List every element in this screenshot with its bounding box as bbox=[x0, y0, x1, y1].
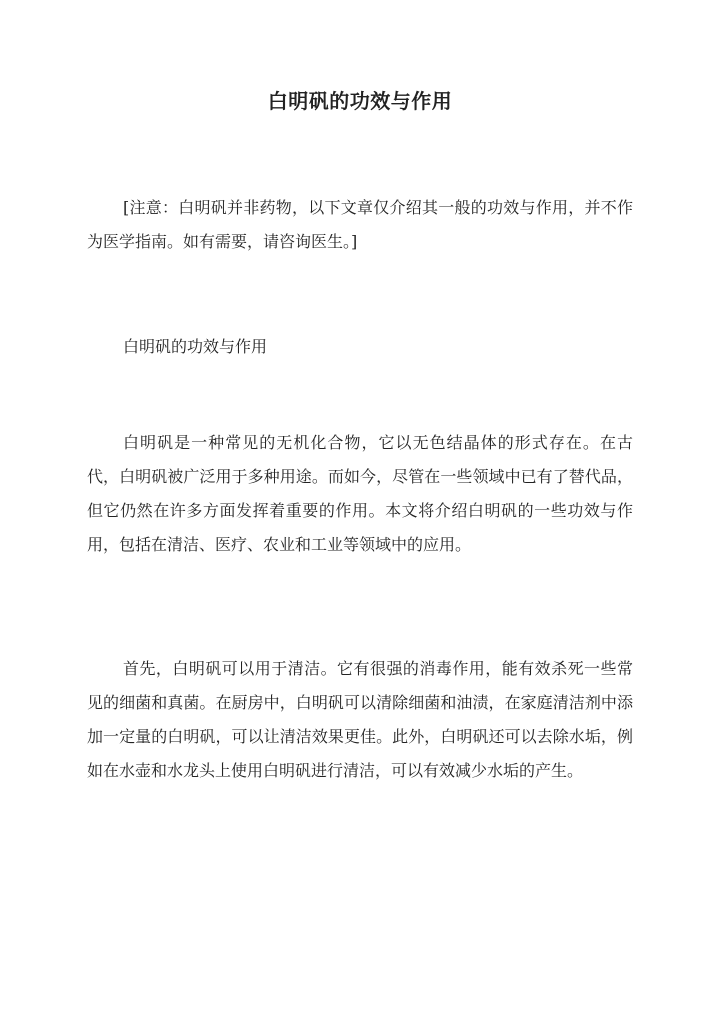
document-title: 白明矾的功效与作用 bbox=[267, 89, 453, 113]
section-heading: 白明矾的功效与作用 bbox=[123, 337, 268, 356]
intro-paragraph: 白明矾是一种常见的无机化合物，它以无色结晶体的形式存在。在古代，白明矾被广泛用于多种用途。而如今，尽管在一些领域中已有了替代品，但它仍然在许多方面发挥着重要的作用。本文将介绍白明矾的一些功效与作用，包括在清洁、医疗、农业和工业等领域中的应用。 bbox=[87, 433, 633, 554]
disclaimer-paragraph: [注意：白明矾并非药物，以下文章仅介绍其一般的功效与作用，并不作为医学指南。如有需要，请咨询医生。] bbox=[87, 198, 633, 251]
cleaning-paragraph: 首先，白明矾可以用于清洁。它有很强的消毒作用，能有效杀死一些常见的细菌和真菌。在厨房中，白明矾可以清除细菌和油渍，在家庭清洁剂中添加一定量的白明矾，可以让清洁效果更佳。此外，白明矾还可以去除水垢，例如在水壶和水龙头上使用白明矾进行清洁，可以有效减少水垢的产生。 bbox=[87, 659, 633, 780]
